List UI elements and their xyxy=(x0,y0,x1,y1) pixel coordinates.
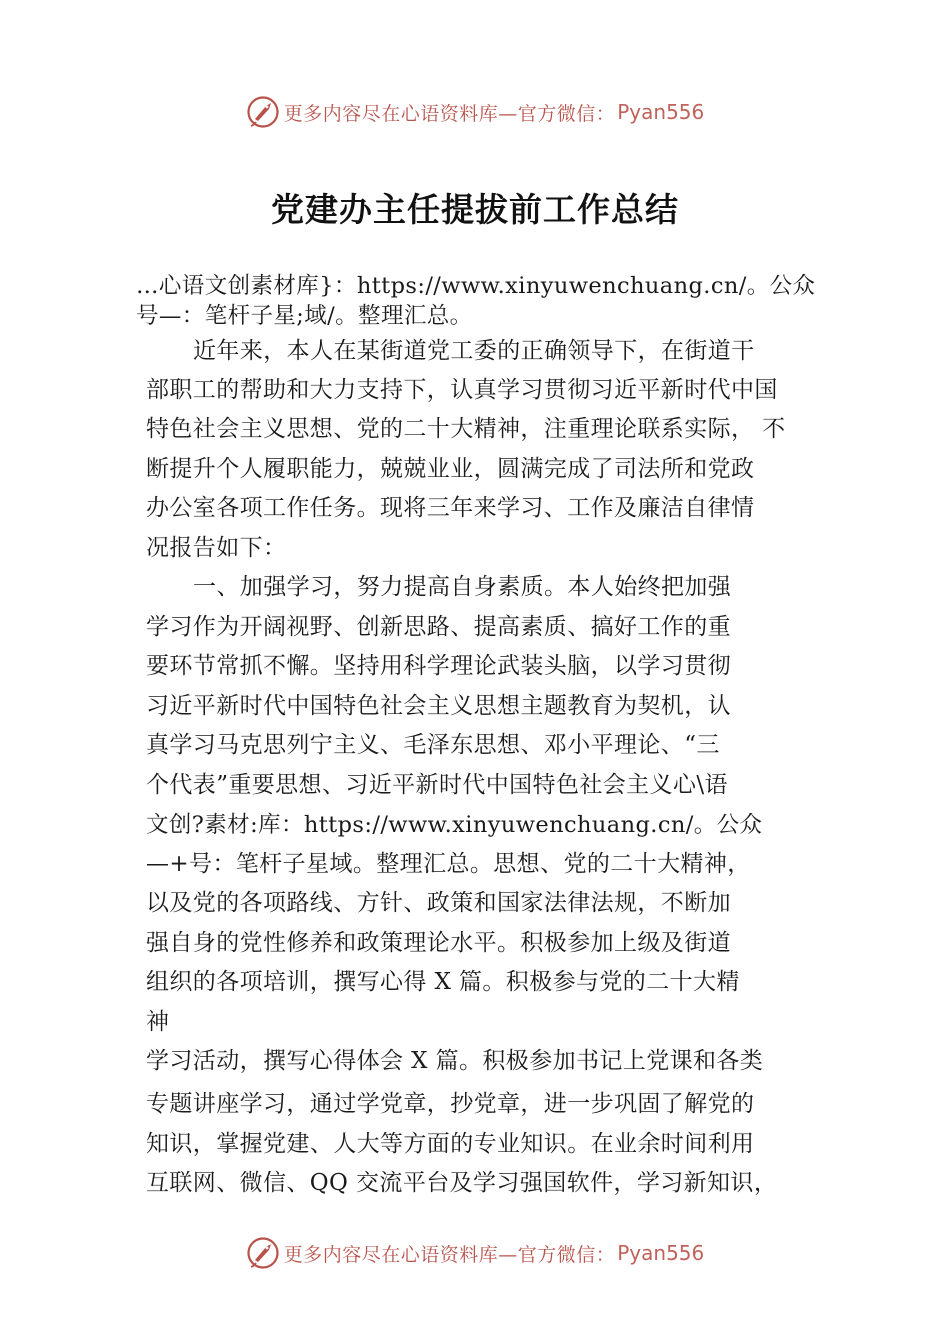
source-line: 号—：笔杆子星;域/。整理汇总。 xyxy=(136,303,473,329)
paragraph-line: 文创?素材:库：https://www.xinyuwenchuang.cn/。公众 xyxy=(146,812,763,838)
pen-nib-circle-icon xyxy=(246,95,280,129)
paragraph-line: 学习活动，撰写心得体会 X 篇。积极参加书记上党课和各类 xyxy=(146,1048,764,1074)
paragraph-line: 以及党的各项路线、方针、政策和国家法律法规，不断加 xyxy=(146,890,731,916)
paragraph-line: 强自身的党性修养和政策理论水平。积极参加上级及街道 xyxy=(146,930,731,956)
paragraph-line: —+号：笔杆子星域。整理汇总。思想、党的二十大精神， xyxy=(146,851,751,877)
paragraph-line: 近年来，本人在某街道党工委的正确领导下，在街道干 xyxy=(193,338,755,364)
header-banner xyxy=(0,92,950,132)
paragraph-line: 习近平新时代中国特色社会主义思想主题教育为契机，认 xyxy=(146,693,731,719)
paragraph-line: 学习作为开阔视野、创新思路、提高素质、搞好工作的重 xyxy=(146,614,731,640)
paragraph-line: 专题讲座学习，通过学党章，抄党章，进一步巩固了解党的 xyxy=(146,1091,755,1117)
paragraph-line: 一、加强学习，努力提高自身素质。本人始终把加强 xyxy=(193,574,732,600)
paragraph-line: 部职工的帮助和大力支持下，认真学习贯彻习近平新时代中国 xyxy=(146,377,778,403)
paragraph-line: 知识，掌握党建、人大等方面的专业知识。在业余时间利用 xyxy=(146,1131,755,1157)
paragraph-line: 组织的各项培训，撰写心得 X 篇。积极参与党的二十大精 xyxy=(146,969,740,995)
paragraph-line: 特色社会主义思想、党的二十大精神，注重理论联系实际， 不 xyxy=(146,416,786,442)
paragraph-line: 办公室各项工作任务。现将三年来学习、工作及廉洁自律情 xyxy=(146,495,755,521)
paragraph-line: 个代表”重要思想、习近平新时代中国特色社会主义心\语 xyxy=(146,772,728,798)
document-title: 党建办主任提拔前工作总结 xyxy=(271,190,679,229)
paragraph-line: 真学习马克思列宁主义、毛泽东思想、邓小平理论、“三 xyxy=(146,732,720,758)
source-line: …心语文创素材库}：https://www.xinyuwenchuang.cn/。公众 xyxy=(136,273,816,299)
paragraph-line: 要环节常抓不懈。坚持用科学理论武装头脑，以学习贯彻 xyxy=(146,653,731,679)
paragraph-line: 断提升个人履职能力，兢兢业业，圆满完成了司法所和党政 xyxy=(146,456,755,482)
banner-text: 更多内容尽在心语资料库—官方微信： xyxy=(283,102,616,125)
paragraph-line: 互联网、微信、QQ 交流平台及学习强国软件，学习新知识， xyxy=(146,1170,778,1196)
paragraph-line: 况报告如下： xyxy=(146,535,287,561)
banner-wechat-id: Pyan556 xyxy=(617,100,705,124)
pen-nib-circle-icon xyxy=(246,1236,280,1270)
footer-banner xyxy=(0,1233,950,1273)
banner-wechat-id: Pyan556 xyxy=(617,1241,705,1265)
paragraph-line: 神 xyxy=(146,1009,170,1035)
banner-text: 更多内容尽在心语资料库—官方微信： xyxy=(283,1243,616,1266)
